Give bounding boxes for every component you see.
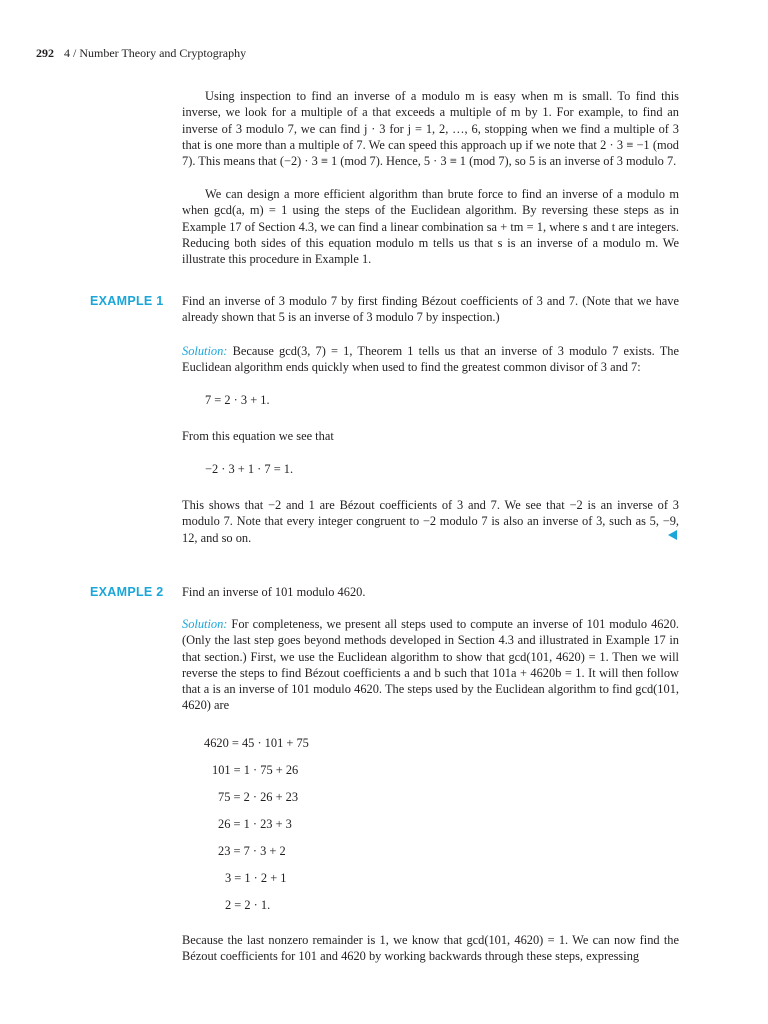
- solution-label: Solution:: [182, 617, 228, 631]
- euclid-step: 101 = 1 · 75 + 26: [212, 763, 299, 777]
- running-title: 4 / Number Theory and Cryptography: [64, 46, 247, 60]
- solution-text: Because gcd(3, 7) = 1, Theorem 1 tells us that an inverse of 3 modulo 7 exists. The Euclidean algorithm ends quickly when used to find the greatest common divisor of 3 and 7:: [182, 344, 679, 375]
- page-number: 292: [36, 46, 54, 60]
- intro-paragraph-1: Using inspection to find an inverse of a modulo m is easy when m is small. To find this inverse, we look for a multiple of a that exceeds a multiple of m by 1. For example, to find an inverse of 3 modulo 7, we can find j · 3 for j = 1, 2, …, 6, stopping when we find a multiple of 3 that is one more than a multiple of 7. We can speed this approach up if we note that 2 · 3 ≡ −1 (mod 7). This means that (−2) · 3 ≡ 1 (mod 7). Hence, 5 · 3 ≡ 1 (mod 7), so 5 is an inverse of 3 modulo 7.: [182, 89, 679, 169]
- example-2-label: EXAMPLE 2: [90, 585, 164, 599]
- euclid-step: 3 = 1 · 2 + 1: [225, 871, 287, 885]
- from-equation-text: From this equation we see that: [182, 429, 334, 443]
- example-2-closing: Because the last nonzero remainder is 1, we know that gcd(101, 4620) = 1. We can now find the Bézout coefficients for 101 and 4620 by working backwards through these steps, expressing: [182, 933, 679, 964]
- euclid-step: 4620 = 45 · 101 + 75: [204, 736, 309, 750]
- example-1-conclusion: This shows that −2 and 1 are Bézout coefficients of 3 and 7. We see that −2 is an inverse of 3 modulo 7. Note that every integer congruent to −2 modulo 7 is also an inverse of 3, such as 5, −9, 12, and so on.: [182, 498, 679, 545]
- intro-paragraph-2: We can design a more efficient algorithm than brute force to find an inverse of a modulo m when gcd(a, m) = 1 using the steps of the Euclidean algorithm. By reversing these steps as in Example 17 of Section 4.3, we can find a linear combination sa + tm = 1, where s and t are integers. Reducing both sides of this equation modulo m tells us that s is an inverse of a modulo m. We illustrate this procedure in Example 1.: [182, 187, 679, 267]
- running-header: [36, 46, 246, 61]
- end-of-example-icon: [668, 530, 677, 540]
- euclid-step: 26 = 1 · 23 + 3: [218, 817, 292, 831]
- example-2-statement: Find an inverse of 101 modulo 4620.: [182, 585, 366, 599]
- solution-text: For completeness, we present all steps used to compute an inverse of 101 modulo 4620. (Only the last step goes beyond methods developed in Section 4.3 and illustrated in Example 17 in that section.) First, we use the Euclidean algorithm to show that gcd(101, 4620) = 1. Then we will reverse the steps to find Bézout coefficients a and b such that 101a + 4620b = 1. It will then follow that a is an inverse of 101 modulo 4620. The steps used by the Euclidean algorithm to find gcd(101, 4620) are: [182, 617, 679, 713]
- example-1-solution: [182, 343, 679, 376]
- euclid-step: 75 = 2 · 26 + 23: [218, 790, 299, 804]
- euclid-step: 23 = 7 · 3 + 2: [218, 844, 286, 858]
- euclid-step: 2 = 2 · 1.: [225, 898, 271, 912]
- example-1-statement: Find an inverse of 3 modulo 7 by first finding Bézout coefficients of 3 and 7. (Note that we have already shown that 5 is an inverse of 3 modulo 7 by inspection.): [182, 294, 679, 325]
- equation-euclid: 7 = 2 · 3 + 1.: [205, 393, 270, 407]
- solution-label: Solution:: [182, 344, 228, 358]
- equation-bezout: −2 · 3 + 1 · 7 = 1.: [205, 462, 294, 476]
- example-1-label: EXAMPLE 1: [90, 294, 164, 308]
- example-2-solution: [182, 616, 679, 714]
